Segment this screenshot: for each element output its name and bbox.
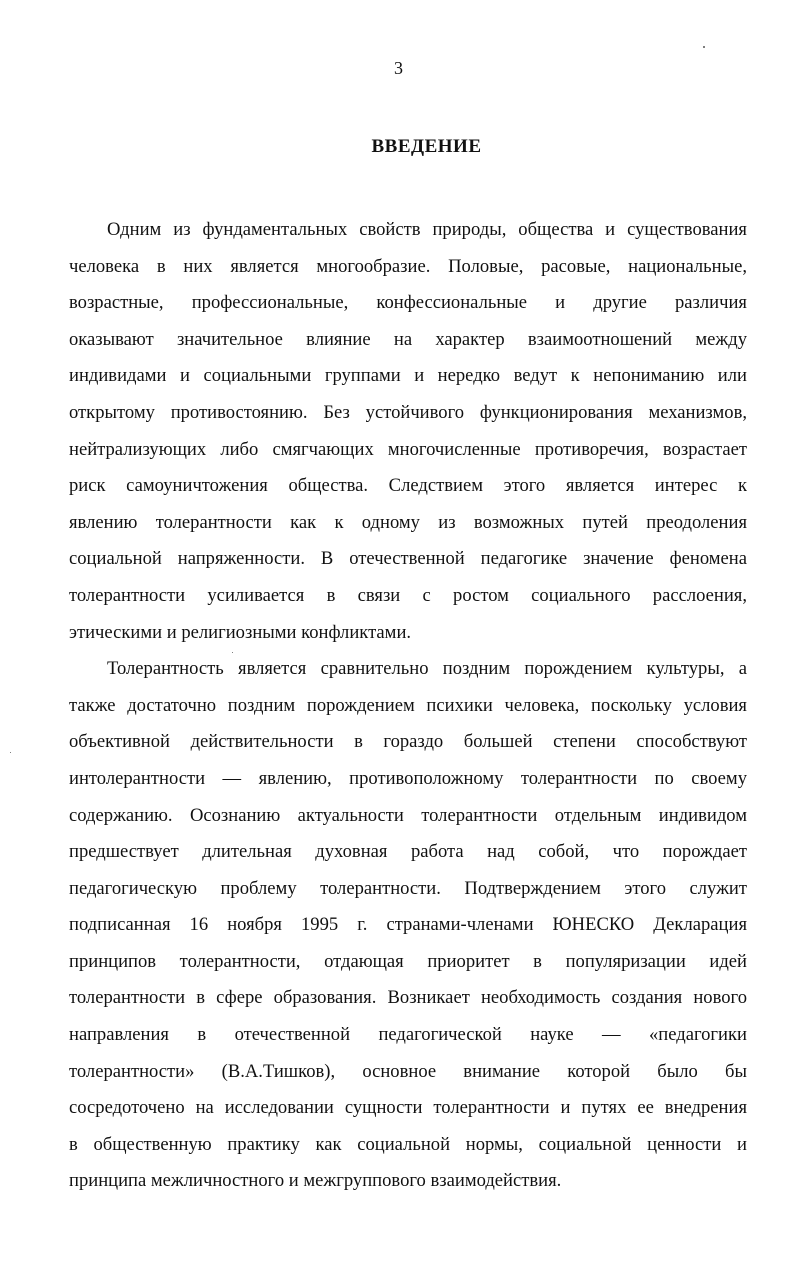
text-line: социальной напряженности. В отечественной педагогике значение феномена	[69, 548, 747, 570]
text-line: предшествует длительная духовная работа над собой, что порождает	[69, 841, 747, 863]
text-line: сосредоточено на исследовании сущности толерантности и путях ее внедрения	[69, 1097, 747, 1119]
text-line: открытому противостоянию. Без устойчивого функционирования механизмов,	[69, 401, 747, 423]
text-line: человека в них является многообразие. Половые, расовые, национальные,	[69, 255, 747, 277]
paragraph-2	[69, 651, 747, 1200]
text-line: возрастные, профессиональные, конфессиональные и другие различия	[69, 292, 747, 314]
text-line: в общественную практику как социальной нормы, социальной ценности и	[69, 1133, 747, 1155]
body-text	[69, 212, 747, 1200]
text-line: педагогическую проблему толерантности. Подтверждением этого служит	[69, 877, 747, 899]
text-line: явлению толерантности как к одному из возможных путей преодоления	[69, 511, 747, 533]
text-line: этическими и религиозными конфликтами.	[69, 621, 412, 643]
scan-speck	[232, 652, 233, 653]
text-line: объективной действительности в гораздо большей степени способствуют	[69, 731, 747, 753]
text-line: риск самоуничтожения общества. Следствием этого является интерес к	[69, 475, 747, 497]
text-line: толерантности» (В.А.Тишков), основное внимание которой было бы	[69, 1060, 747, 1082]
text-line: Толерантность является сравнительно поздним порождением культуры, а	[107, 658, 747, 680]
text-line: содержанию. Осознанию актуальности толерантности отдельным индивидом	[69, 804, 747, 826]
text-line: подписанная 16 ноября 1995 г. странами-членами ЮНЕСКО Декларация	[69, 914, 747, 936]
text-line: оказывают значительное влияние на характер взаимоотношений между	[69, 328, 747, 350]
page-number: 3	[394, 58, 403, 78]
text-line: толерантности усиливается в связи с ростом социального расслоения,	[69, 584, 747, 606]
text-line: также достаточно поздним порождением психики человека, поскольку условия	[69, 694, 747, 716]
scan-speck	[10, 752, 11, 753]
text-line: толерантности в сфере образования. Возникает необходимость создания нового	[69, 987, 747, 1009]
text-line: нейтрализующих либо смягчающих многочисленные противоречия, возрастает	[69, 438, 747, 460]
text-line: Одним из фундаментальных свойств природы, общества и существования	[107, 219, 747, 240]
text-line: направления в отечественной педагогической науке — «педагогики	[69, 1024, 747, 1046]
scan-speck	[703, 46, 705, 48]
text-line: принципов толерантности, отдающая приоритет в популяризации идей	[69, 950, 747, 972]
section-heading: ВВЕДЕНИЕ	[371, 136, 482, 157]
text-line: индивидами и социальными группами и нередко ведут к непониманию или	[69, 365, 747, 387]
paragraph-1	[69, 212, 747, 651]
text-line: интолерантности — явлению, противоположному толерантности по своему	[69, 767, 747, 789]
text-line: принципа межличностного и межгруппового взаимодействия.	[69, 1170, 562, 1192]
